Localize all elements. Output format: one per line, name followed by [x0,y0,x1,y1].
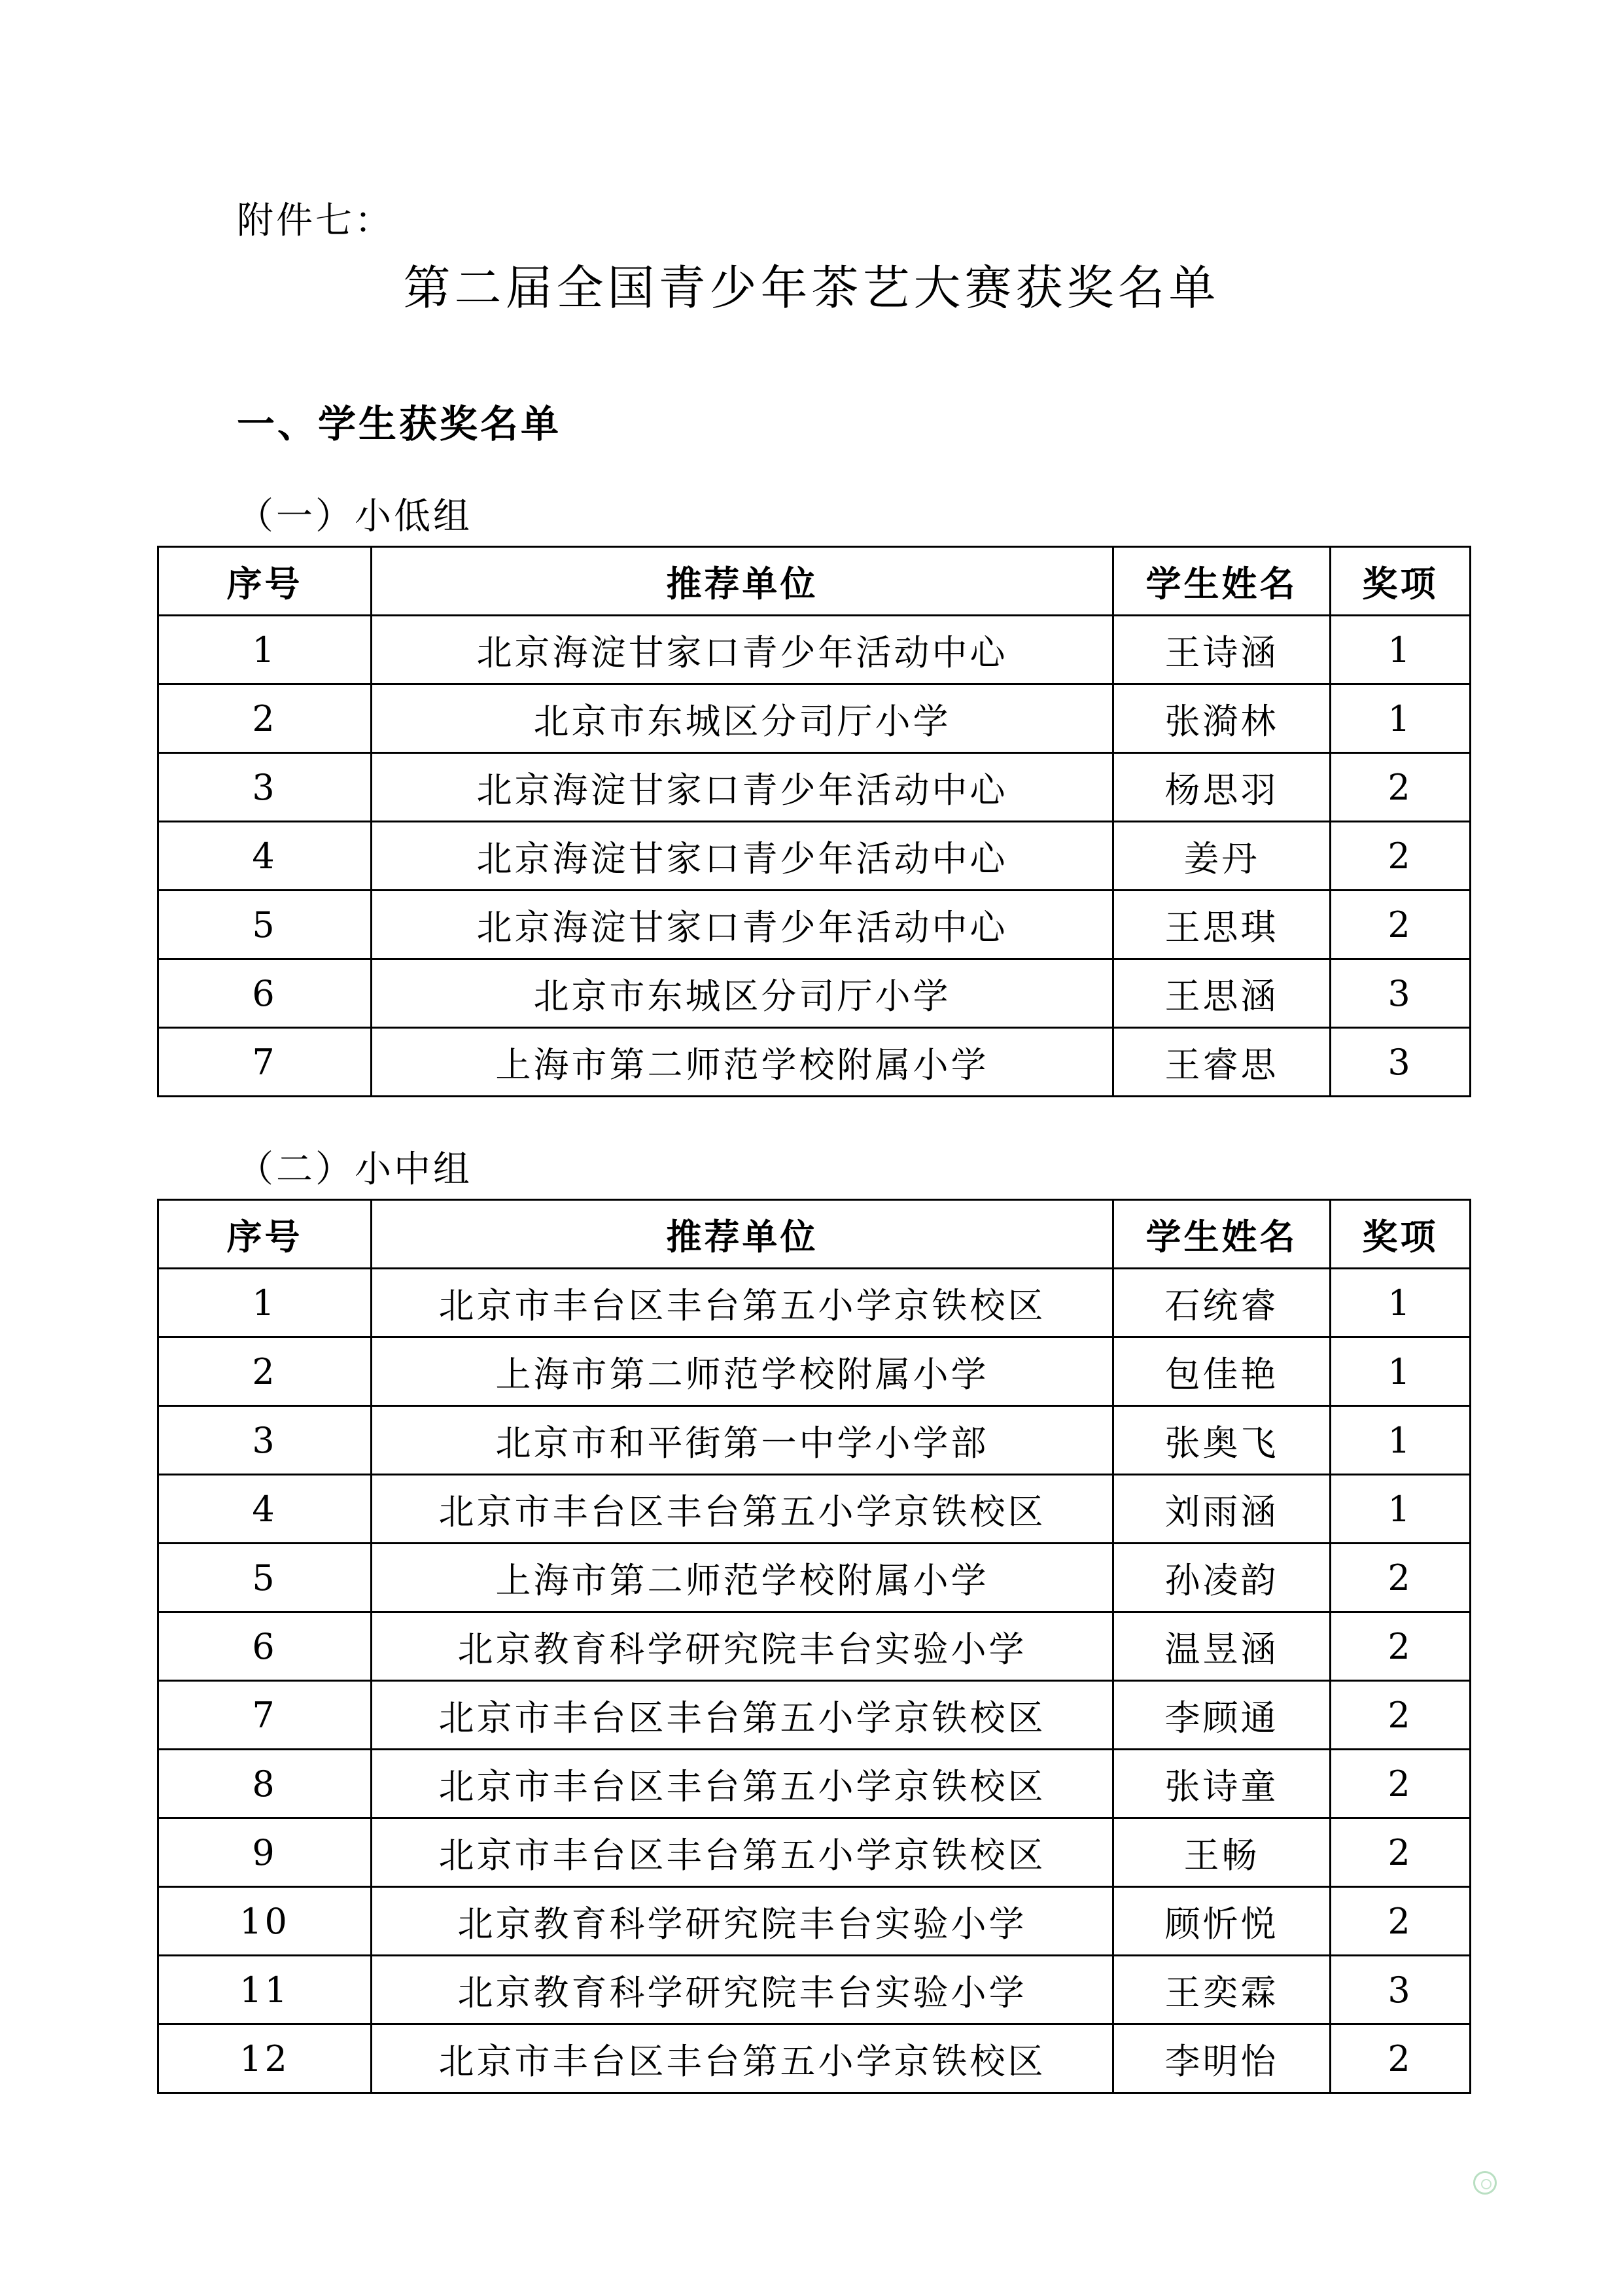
award-table-middle [157,1199,1471,2094]
document-title: 第二届全国青少年茶艺大赛获奖名单 [403,260,1220,315]
row-number: 4 [158,1475,372,1544]
row-number: 2 [158,684,372,753]
table-row [158,1612,1471,1681]
table-row [158,753,1471,822]
table-row [158,822,1471,891]
row-number: 1 [158,616,372,684]
table-row [158,616,1471,684]
row-unit: 北京市东城区分司厅小学 [372,959,1113,1028]
column-header-unit: 推荐单位 [372,547,1113,616]
table-row [158,1818,1471,1887]
group-heading-middle: （二）小中组 [237,1148,472,1191]
row-award: 1 [1331,616,1471,684]
row-award: 1 [1331,1475,1471,1544]
row-unit: 上海市第二师范学校附属小学 [372,1028,1113,1097]
column-header-award: 奖项 [1331,1200,1471,1269]
column-header-no: 序号 [158,547,372,616]
column-header-no: 序号 [158,1200,372,1269]
table-header-row [158,547,1471,616]
row-number: 3 [158,753,372,822]
column-header-unit: 推荐单位 [372,1200,1113,1269]
table-row [158,1681,1471,1750]
row-unit: 北京市和平街第一中学小学部 [372,1406,1113,1475]
section-heading: 一、学生获奖名单 [237,402,562,446]
table-row [158,684,1471,753]
row-number: 5 [158,891,372,959]
group-heading-lower: （一）小低组 [237,495,472,538]
table-row [158,1337,1471,1406]
column-header-name: 学生姓名 [1113,1200,1331,1269]
row-award: 3 [1331,959,1471,1028]
row-award: 2 [1331,1544,1471,1612]
row-number: 3 [158,1406,372,1475]
row-student-name: 张诗童 [1113,1750,1331,1818]
row-award: 1 [1331,684,1471,753]
row-award: 2 [1331,891,1471,959]
row-award: 1 [1331,1337,1471,1406]
row-award: 2 [1331,1750,1471,1818]
row-number: 12 [158,2024,372,2093]
row-unit: 上海市第二师范学校附属小学 [372,1544,1113,1612]
row-student-name: 王诗涵 [1113,616,1331,684]
row-unit: 北京市丰台区丰台第五小学京铁校区 [372,1750,1113,1818]
row-student-name: 包佳艳 [1113,1337,1331,1406]
table-row [158,1269,1471,1337]
row-number: 2 [158,1337,372,1406]
row-award: 1 [1331,1269,1471,1337]
row-student-name: 杨思羽 [1113,753,1331,822]
row-number: 9 [158,1818,372,1887]
row-number: 7 [158,1681,372,1750]
row-student-name: 王畅 [1113,1818,1331,1887]
row-award: 2 [1331,753,1471,822]
column-header-award: 奖项 [1331,547,1471,616]
row-number: 10 [158,1887,372,1956]
row-student-name: 刘雨涵 [1113,1475,1331,1544]
table-row [158,2024,1471,2093]
table-row [158,1406,1471,1475]
row-award: 2 [1331,1887,1471,1956]
table-row [158,1887,1471,1956]
row-award: 3 [1331,1028,1471,1097]
row-number: 6 [158,959,372,1028]
row-unit: 北京市丰台区丰台第五小学京铁校区 [372,1475,1113,1544]
row-student-name: 李明怡 [1113,2024,1331,2093]
row-award: 1 [1331,1406,1471,1475]
annex-label: 附件七： [237,200,394,242]
row-student-name: 温昱涵 [1113,1612,1331,1681]
row-unit: 上海市第二师范学校附属小学 [372,1337,1113,1406]
row-student-name: 孙凌韵 [1113,1544,1331,1612]
row-student-name: 王奕霖 [1113,1956,1331,2024]
row-unit: 北京市丰台区丰台第五小学京铁校区 [372,1269,1113,1337]
row-award: 2 [1331,822,1471,891]
row-student-name: 张漪林 [1113,684,1331,753]
row-award: 2 [1331,2024,1471,2093]
row-number: 7 [158,1028,372,1097]
table-row [158,1544,1471,1612]
row-number: 4 [158,822,372,891]
row-number: 11 [158,1956,372,2024]
row-award: 2 [1331,1818,1471,1887]
row-award: 2 [1331,1681,1471,1750]
table-row [158,1028,1471,1097]
row-unit: 北京教育科学研究院丰台实验小学 [372,1956,1113,2024]
table-row [158,1750,1471,1818]
row-unit: 北京海淀甘家口青少年活动中心 [372,753,1113,822]
table-row [158,1475,1471,1544]
table-row [158,959,1471,1028]
row-number: 1 [158,1269,372,1337]
row-number: 8 [158,1750,372,1818]
row-unit: 北京市丰台区丰台第五小学京铁校区 [372,1681,1113,1750]
award-table-lower [157,546,1471,1097]
row-student-name: 顾忻悦 [1113,1887,1331,1956]
row-student-name: 王思涵 [1113,959,1331,1028]
table-row [158,891,1471,959]
row-unit: 北京海淀甘家口青少年活动中心 [372,616,1113,684]
row-student-name: 王睿思 [1113,1028,1331,1097]
row-student-name: 石统睿 [1113,1269,1331,1337]
row-student-name: 李顾通 [1113,1681,1331,1750]
row-unit: 北京市东城区分司厅小学 [372,684,1113,753]
table-header-row [158,1200,1471,1269]
row-unit: 北京教育科学研究院丰台实验小学 [372,1612,1113,1681]
row-student-name: 张奥飞 [1113,1406,1331,1475]
row-unit: 北京市丰台区丰台第五小学京铁校区 [372,1818,1113,1887]
table-row [158,1956,1471,2024]
row-number: 6 [158,1612,372,1681]
row-number: 5 [158,1544,372,1612]
row-unit: 北京教育科学研究院丰台实验小学 [372,1887,1113,1956]
row-award: 3 [1331,1956,1471,2024]
row-student-name: 王思琪 [1113,891,1331,959]
row-student-name: 姜丹 [1113,822,1331,891]
row-unit: 北京海淀甘家口青少年活动中心 [372,891,1113,959]
row-unit: 北京海淀甘家口青少年活动中心 [372,822,1113,891]
column-header-name: 学生姓名 [1113,547,1331,616]
watermark-seal-icon [1473,2171,1497,2195]
row-unit: 北京市丰台区丰台第五小学京铁校区 [372,2024,1113,2093]
row-award: 2 [1331,1612,1471,1681]
